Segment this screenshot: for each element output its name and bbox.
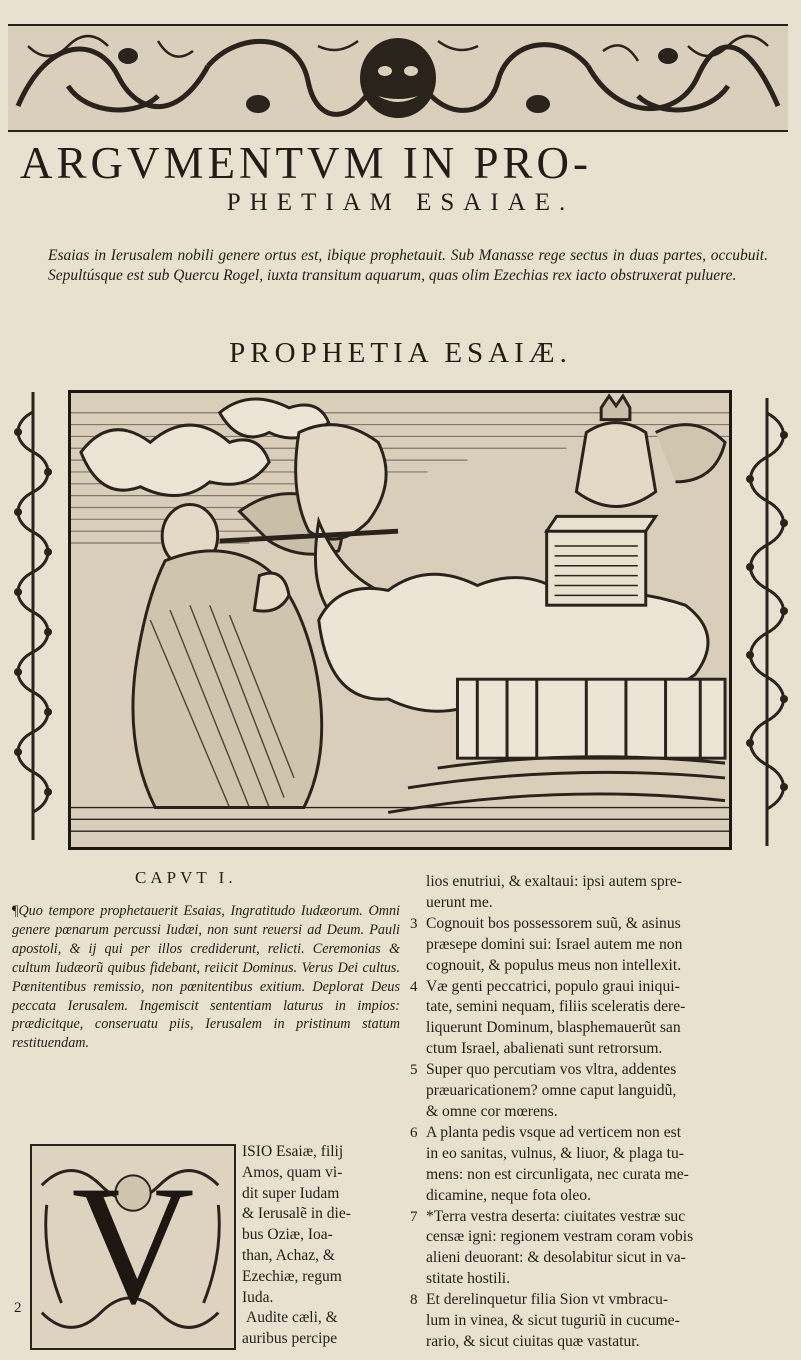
verse-line: ctum Israel, abalienati sunt retrorsum. xyxy=(426,1040,663,1058)
section-title: PROPHETIA ESAIÆ. xyxy=(229,337,572,369)
verse xyxy=(410,1207,796,1291)
initial-letter: V xyxy=(71,1151,195,1339)
verse-line: cognouit, & populus meus non intellexit. xyxy=(426,956,682,974)
verse xyxy=(410,872,796,914)
page-title-line-1: ARGVMENTVM IN PRO- xyxy=(20,138,593,188)
verse xyxy=(410,1060,796,1123)
text-line: Iuda. xyxy=(242,1288,274,1306)
verse-line: A planta pedis vsque ad verticem non est xyxy=(426,1123,682,1141)
verse-number: 8 xyxy=(410,1292,418,1309)
page-title-line-2: PHETIAM ESAIAE. xyxy=(226,189,575,216)
verse-line: lios enutriui, & exaltaui: ipsi autem spre- xyxy=(426,873,682,890)
text-line: Amos, quam vi- xyxy=(242,1163,343,1181)
right-column-verses xyxy=(410,872,796,1353)
verse-line: lum in vinea, & sicut tuguriũ in cucume- xyxy=(426,1312,680,1330)
verse-line: Væ genti peccatrici, populo graui iniqui- xyxy=(426,977,680,995)
verse-line: in eo sanitas, vulnus, & liuor, & plaga tu- xyxy=(426,1144,684,1162)
text-line: Audite cæli, & xyxy=(246,1309,338,1327)
verse-number: 5 xyxy=(410,1062,418,1079)
text-line: ISIO Esaiæ, filij xyxy=(242,1143,344,1160)
verse xyxy=(410,1123,796,1207)
verse-line: tate, semini nequam, filiis sceleratis dere- xyxy=(426,998,686,1016)
argument-paragraph: Esaias in Ierusalem nobili genere ortus est, ibique prophetauit. Sub Manasse rege sectus in duas partes, occubuit. Sepultúsque est sub Quercu Rogel, iuxta transitum aquarum, quas olim Ezechias rex iacto obstruxerat puluere. xyxy=(48,247,768,284)
verse-line: stitate hostili. xyxy=(426,1270,511,1288)
text-line: & Ierusalẽ in die- xyxy=(242,1205,351,1223)
left-column-text xyxy=(242,1142,402,1350)
verse-line: dicamine, neque fota oleo. xyxy=(426,1186,591,1204)
verse-line: *Terra vestra deserta: ciuitates vestræ suc xyxy=(426,1207,686,1225)
verse-line: Super quo percutiam vos vltra, addentes xyxy=(426,1061,677,1079)
verse-line: Et derelinquetur filia Sion vt vmbracu- xyxy=(426,1291,669,1309)
verse-number: 4 xyxy=(410,978,418,995)
verse-line: præuaricationem? omne caput languidũ, xyxy=(426,1082,677,1100)
decorative-headpiece xyxy=(8,24,788,132)
chapter-heading: CAPVT I. xyxy=(135,868,237,887)
text-line: dit super Iudam xyxy=(242,1184,340,1202)
verse-number-2: 2 xyxy=(14,1300,22,1316)
verse xyxy=(410,977,796,1061)
verse-number: 7 xyxy=(410,1208,418,1225)
text-line: auribus percipe xyxy=(242,1330,338,1348)
woodcut-illustration xyxy=(68,390,732,850)
verse-line: alieni deuorant: & desolabitur sicut in va- xyxy=(426,1249,686,1267)
side-ornament-right xyxy=(740,398,794,846)
side-ornament-left xyxy=(8,392,58,840)
verse-number: 3 xyxy=(410,915,418,932)
pilcrow-mark: ¶ xyxy=(12,903,19,919)
decorated-initial xyxy=(30,1144,236,1350)
verse-line: uerunt me. xyxy=(426,893,493,911)
verse-line: præsepe domini sui: Israel autem me non xyxy=(426,935,683,953)
text-line: Ezechiæ, regum xyxy=(242,1267,342,1285)
verse-line: rario, & sicut ciuitas quæ vastatur. xyxy=(426,1332,640,1350)
verse-line: mens: non est circunligata, nec curata me- xyxy=(426,1165,689,1183)
chapter-summary-text: Quo tempore prophetauerit Esaias, Ingratitudo Iudæorum. Omni genere pœnarum percussi Iudæi, non sunt reuersi ad Deum. Pauli apostoli, & ij qui per illos crediderunt, relicti. Ceremonias & cultum Iudæorũ quibus fidebant, reiicit Dominus. Verus Dei cultus. Pœnitentibus remissio, non pœnitentibus exitium. Deplorat Deus peccata Ierusalem. Ingemiscit sententiam laturus in impios: prædicitque, conseruatu piis, Ierusalem in pristinum statum restituendam. xyxy=(12,903,400,1052)
verse-line: liquerunt Dominum, blasphemauerũt san xyxy=(426,1019,681,1037)
text-line: bus Oziæ, Ioa- xyxy=(242,1226,333,1244)
text-line: than, Achaz, & xyxy=(242,1246,335,1264)
verse xyxy=(410,1290,796,1353)
verse xyxy=(410,914,796,977)
chapter-summary xyxy=(12,902,400,1053)
verse-line: Cognouit bos possessorem suũ, & asinus xyxy=(426,914,681,932)
verse-number: 6 xyxy=(410,1124,418,1141)
verse-line: & omne cor mœrens. xyxy=(426,1102,558,1120)
verse-line: censæ igni: regionem vestram coram vobis xyxy=(426,1228,694,1246)
